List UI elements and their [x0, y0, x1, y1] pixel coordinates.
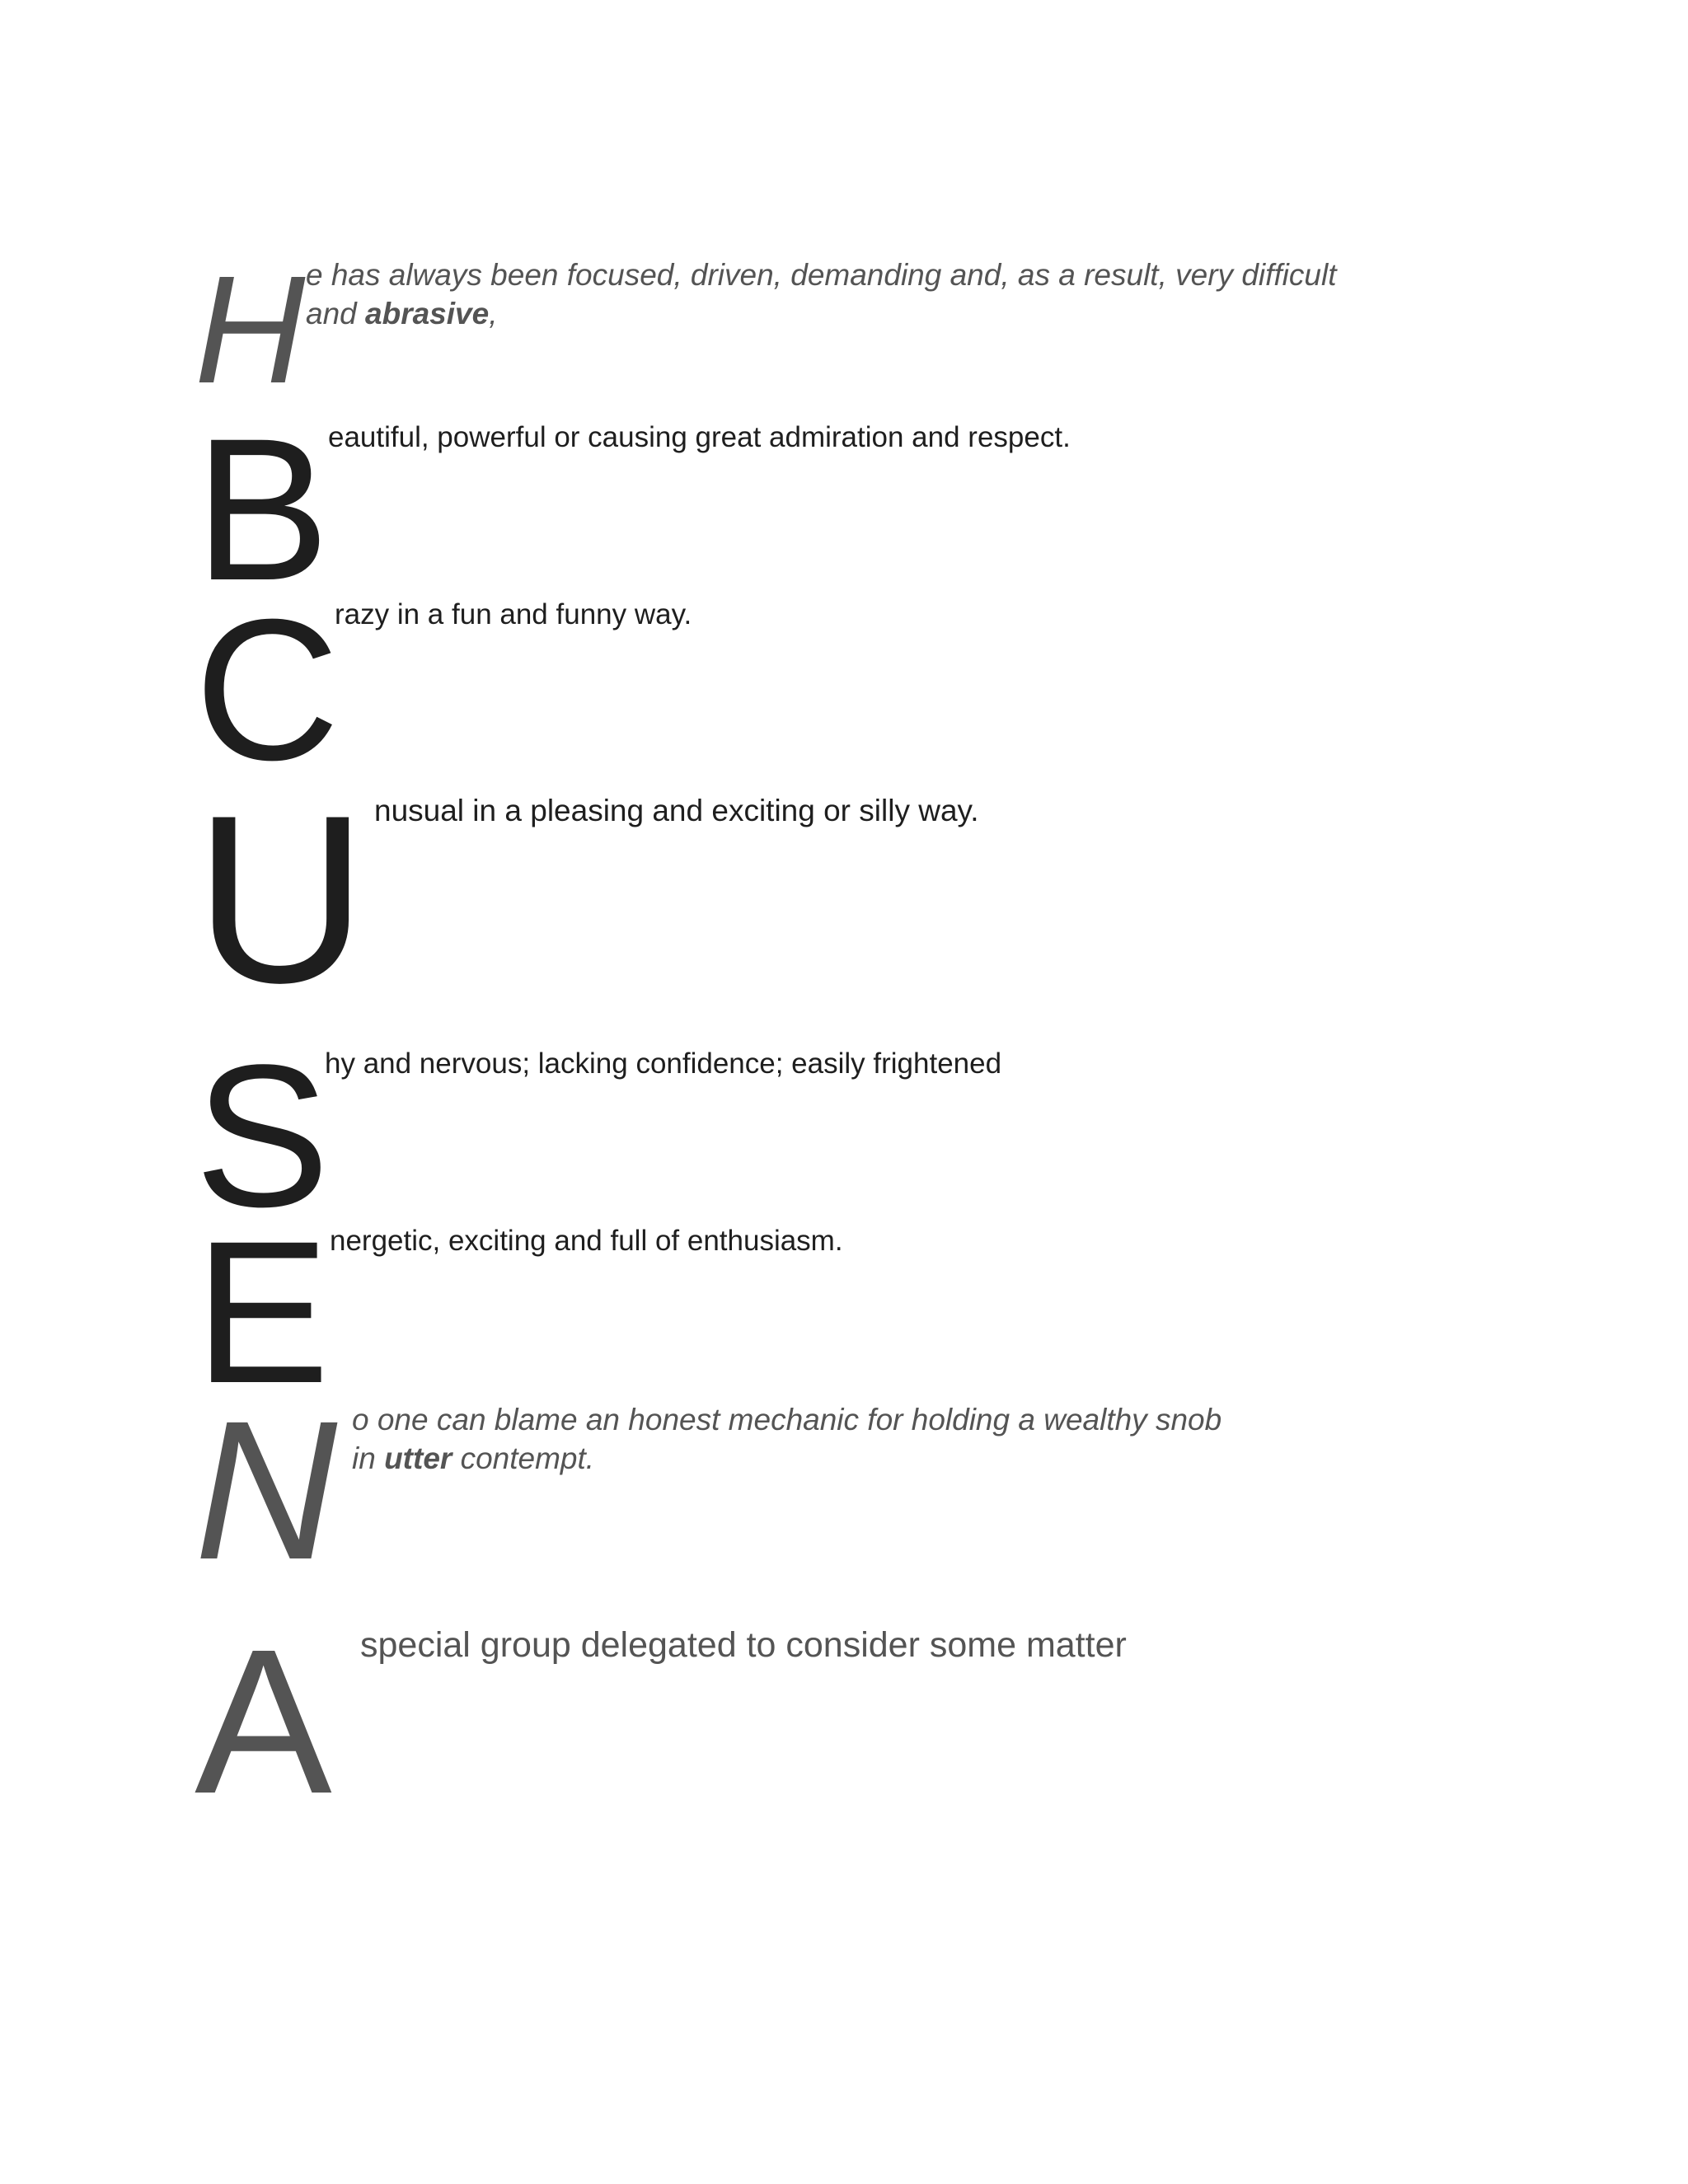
- entry-n-line-2-post: contempt.: [452, 1441, 595, 1475]
- entry-u-line-1: nusual in a pleasing and exciting or silly way.: [374, 794, 979, 827]
- entry-h-line-2-pre: and: [306, 297, 366, 330]
- entry-h-line-2: [306, 298, 497, 329]
- initial-letter-a: A: [195, 1606, 332, 1836]
- entry-h-line-2-post: ,: [489, 297, 498, 330]
- entry-b-line-1: eautiful, powerful or causing great admiration and respect.: [328, 421, 1071, 453]
- entry-e-line-1: nergetic, exciting and full of enthusiasm.: [330, 1225, 843, 1257]
- initial-letter-h: H: [195, 245, 306, 415]
- entry-n-line-1: o one can blame an honest mechanic for holding a wealthy snob: [352, 1403, 1222, 1436]
- initial-letter-e: E: [195, 1199, 331, 1426]
- entry-a-line-1: special group delegated to consider some matter: [360, 1625, 1127, 1665]
- entry-h-bold-word: abrasive: [365, 297, 490, 330]
- entry-n-bold-word: utter: [384, 1441, 452, 1475]
- entry-n-line-2-pre: in: [352, 1441, 385, 1475]
- initial-letter-n: N: [195, 1380, 338, 1601]
- entry-c-line-1: razy in a fun and funny way.: [335, 598, 692, 630]
- entry-h-line-1: e has always been focused, driven, demanding and, as a result, very difficult: [306, 258, 1337, 292]
- entry-s-line-1: hy and nervous; lacking confidence; easily frightened: [325, 1047, 1002, 1080]
- initial-letter-s: S: [195, 1023, 331, 1249]
- initial-letter-b: B: [195, 396, 331, 623]
- entry-n-line-2: [352, 1443, 594, 1474]
- initial-letter-u: U: [195, 766, 368, 1033]
- initial-letter-c: C: [195, 577, 340, 802]
